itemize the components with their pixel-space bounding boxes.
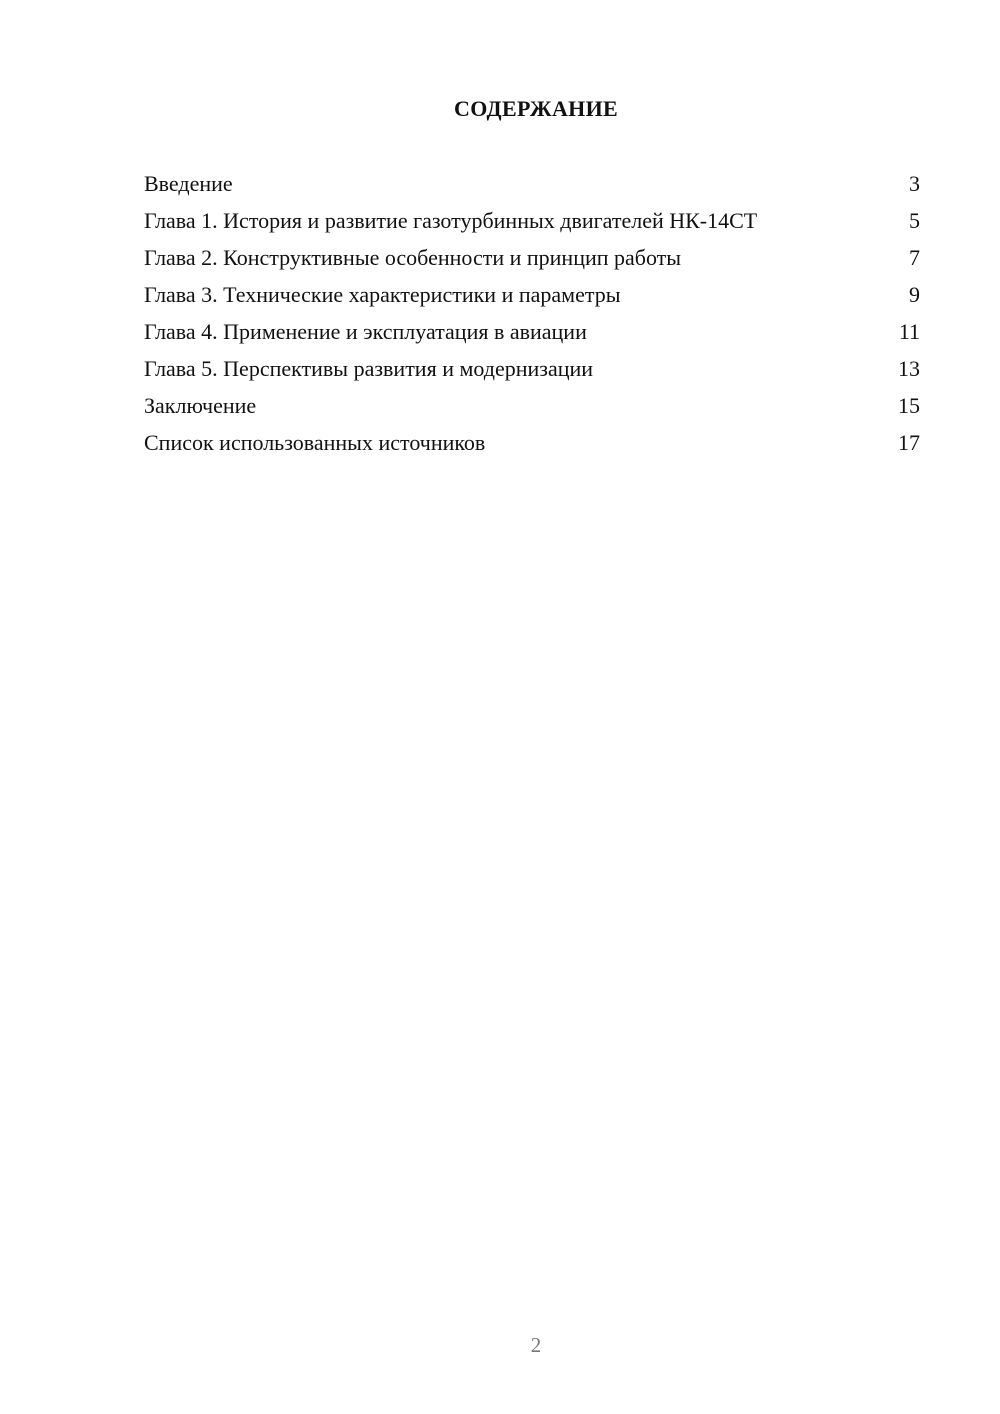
toc-entry	[144, 245, 920, 271]
toc-entry-page: 7	[909, 245, 920, 270]
toc-entry	[144, 208, 920, 234]
toc-entry-page: 3	[909, 171, 920, 196]
toc-entry-page: 13	[898, 356, 920, 381]
toc-entry-label: Список использованных источников	[144, 430, 486, 455]
toc-entry	[144, 282, 920, 308]
page-number: 2	[530, 1333, 542, 1357]
toc-entry-label: Заключение	[144, 393, 257, 418]
toc-entry-label: Глава 2. Конструктивные особенности и принцип работы	[144, 245, 682, 270]
page-title: СОДЕРЖАНИЕ	[454, 96, 618, 121]
toc-entry	[144, 171, 920, 197]
toc-entry-page: 5	[909, 208, 920, 233]
toc-entry-label: Глава 5. Перспективы развития и модернизации	[144, 356, 594, 381]
toc-entry	[144, 356, 920, 382]
toc-entry	[144, 319, 920, 345]
toc-entry-label: Глава 4. Применение и эксплуатация в авиации	[144, 319, 587, 344]
toc-entry-page: 9	[909, 282, 920, 307]
toc-entry-page: 17	[898, 430, 920, 455]
toc-entry-page: 15	[898, 393, 920, 418]
table-of-contents	[144, 171, 920, 467]
toc-entry	[144, 393, 920, 419]
toc-entry-label: Глава 1. История и развитие газотурбинных двигателей НК-14СТ	[144, 208, 758, 233]
toc-entry	[144, 430, 920, 456]
toc-entry-label: Введение	[144, 171, 233, 196]
toc-entry-page: 11	[898, 319, 920, 344]
toc-entry-label: Глава 3. Технические характеристики и параметры	[144, 282, 621, 307]
